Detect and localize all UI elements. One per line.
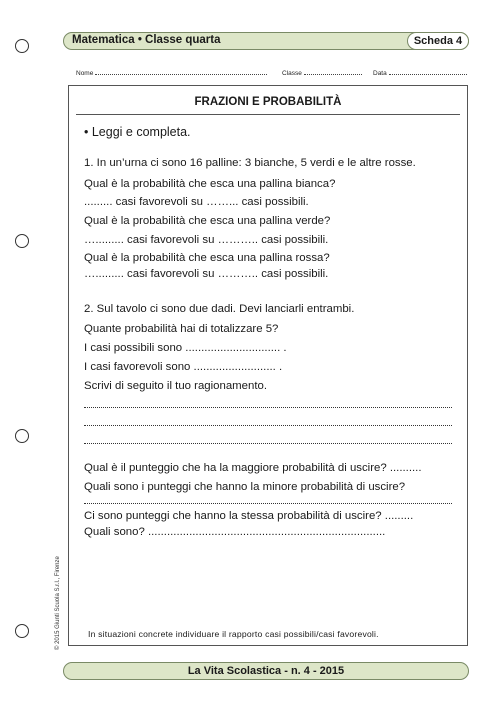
exercise1-answer-green[interactable]: …......... casi favorevoli su ……….. casi possibili. <box>84 234 329 246</box>
punch-hole-bottom <box>15 624 29 638</box>
instruction: • Leggi e completa. <box>84 125 191 139</box>
question-which-scores[interactable]: Quali sono? ........................................................................... <box>84 526 386 538</box>
exercise1-intro: 1. In un’urna ci sono 16 palline: 3 bianche, 5 verdi e le altre rosse. <box>84 157 416 169</box>
question-same-probability[interactable]: Ci sono punteggi che hanno la stessa probabilità di uscire? ......... <box>84 510 414 522</box>
header-bar <box>63 32 469 50</box>
answer-line[interactable] <box>84 503 452 504</box>
question-min-score: Quali sono i punteggi che hanno la minore probabilità di uscire? <box>84 481 406 493</box>
answer-line[interactable] <box>84 425 452 426</box>
footer-publication: La Vita Scolastica - n. 4 - 2015 <box>63 662 469 680</box>
worksheet-title: FRAZIONI E PROBABILITÀ <box>194 96 342 108</box>
favorable-cases-line[interactable]: I casi favorevoli sono .......................... . <box>84 361 283 373</box>
exercise1-answer-white[interactable]: ......... casi favorevoli su ……... casi possibili. <box>84 196 309 208</box>
name-label: Nome <box>76 70 94 77</box>
subject-title: Matematica • Classe quarta <box>72 34 221 46</box>
exercise1-answer-red[interactable]: …......... casi favorevoli su ……….. casi possibili. <box>84 268 329 280</box>
exercise1-question-green: Qual è la probabilità che esca una pallina verde? <box>84 215 331 227</box>
exercise2-question: Quante probabilità hai di totalizzare 5? <box>84 323 279 335</box>
question-max-score[interactable]: Qual è il punteggio che ha la maggiore probabilità di uscire? .......... <box>84 462 422 474</box>
title-divider <box>76 114 460 115</box>
possible-cases-line[interactable]: I casi possibili sono .............................. . <box>84 342 287 354</box>
name-field[interactable] <box>76 68 267 77</box>
date-label: Data <box>373 70 387 77</box>
exercise1-question-white: Qual è la probabilità che esca una pallina bianca? <box>84 178 336 190</box>
class-label: Classe <box>282 70 302 77</box>
learning-objective: In situazioni concrete individuare il rapporto casi possibili/casi favorevoli. <box>88 629 379 639</box>
punch-hole-top <box>15 39 29 53</box>
copyright-notice: © 2015 Giunti Scuola S.r.l., Firenze <box>55 556 61 650</box>
punch-hole-upper-middle <box>15 234 29 248</box>
exercise1-question-red: Qual è la probabilità che esca una pallina rossa? <box>84 252 330 264</box>
reasoning-prompt: Scrivi di seguito il tuo ragionamento. <box>84 380 267 392</box>
sheet-number: Scheda 4 <box>407 32 469 50</box>
answer-line[interactable] <box>84 407 452 408</box>
date-field[interactable] <box>373 68 467 77</box>
class-field[interactable] <box>282 68 362 77</box>
punch-hole-lower-middle <box>15 429 29 443</box>
exercise2-intro: 2. Sul tavolo ci sono due dadi. Devi lanciarli entrambi. <box>84 303 355 315</box>
answer-line[interactable] <box>84 443 452 444</box>
